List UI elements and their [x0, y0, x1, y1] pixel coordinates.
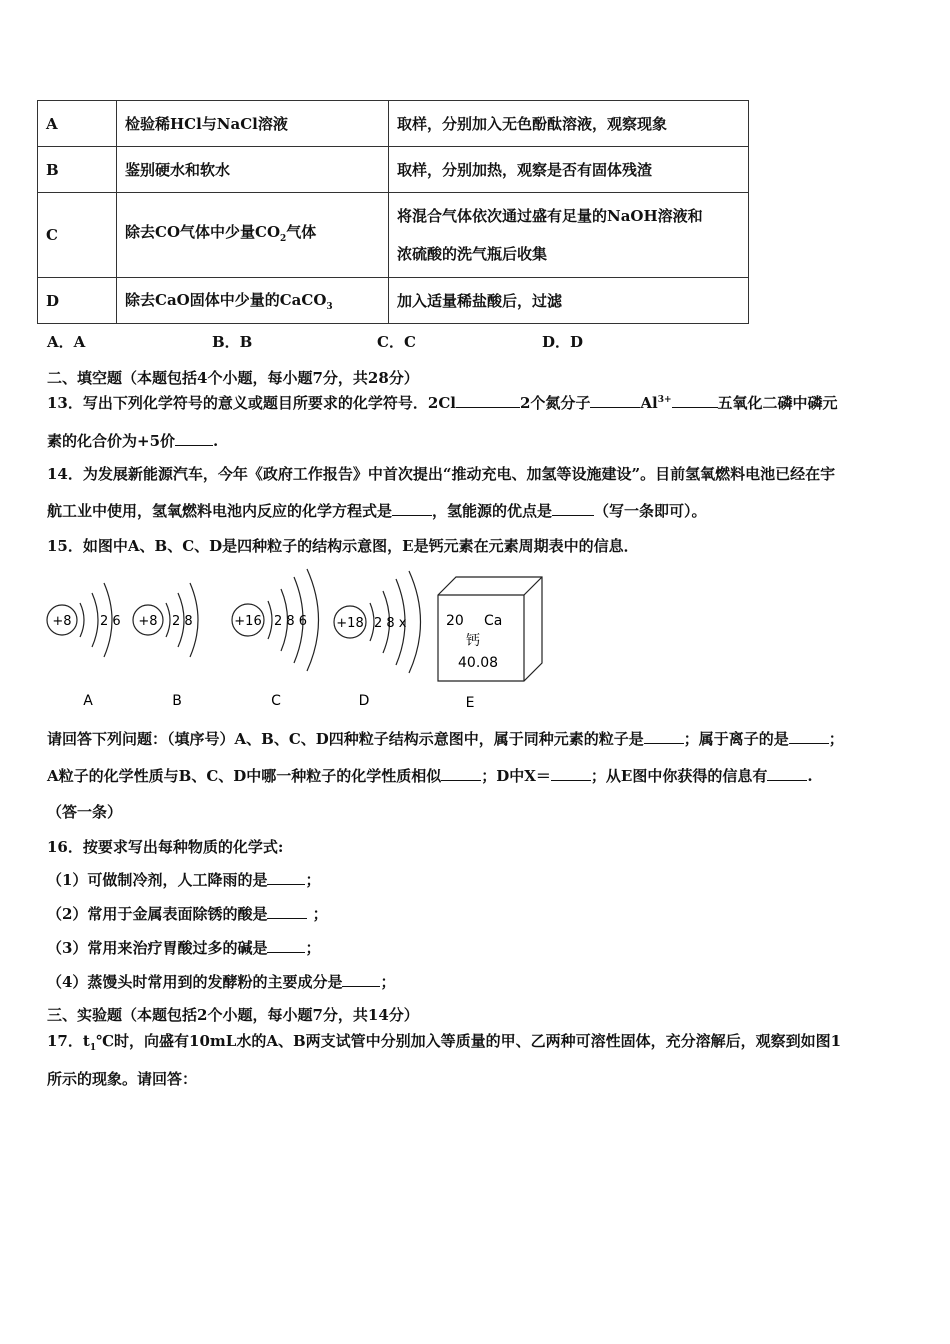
answer-blank[interactable]	[267, 870, 305, 885]
purpose-text: 除去CO气体中少量CO	[125, 222, 281, 241]
table-row	[38, 147, 749, 193]
q13-text: 素的化合价为+5价	[47, 432, 176, 450]
choice-c: C．C	[377, 333, 416, 351]
question-13-line-2	[47, 430, 218, 451]
atom-diagram-d	[334, 571, 421, 709]
q16-text: （4）蒸馒头时常用到的发酵粉的主要成分是	[47, 973, 343, 991]
answer-blank[interactable]	[551, 766, 591, 781]
q13-text: 13．写出下列化学符号的意义或题目所要求的化学符号．2Cl	[47, 394, 456, 412]
atomic-number: 20	[446, 613, 464, 629]
table-row	[38, 101, 749, 147]
q15-text: .	[807, 767, 813, 785]
option-label: C	[38, 193, 117, 278]
subscript: 3	[326, 302, 333, 312]
question-16-title: 16．按要求写出每种物质的化学式:	[47, 838, 284, 856]
q15-text: 请回答下列问题：（填序号）A、B、C、D四种粒子结构示意图中，属于同种元素的粒子是	[47, 730, 644, 748]
electron-shells: 2 6	[100, 614, 121, 629]
electron-shells: 2 8 6	[274, 614, 308, 629]
q13-text: 2个氮分子	[519, 394, 591, 412]
section-3-heading: 三、实验题（本题包括2个小题，每小题7分，共14分）	[47, 1006, 419, 1024]
superscript: 3+	[657, 395, 672, 405]
q16-text: （3）常用来治疗胃酸过多的碱是	[47, 939, 268, 957]
answer-blank[interactable]	[590, 393, 640, 408]
q14-text: 航工业中使用，氢氧燃料电池内反应的化学方程式是	[47, 502, 393, 520]
question-13-line-1	[47, 392, 838, 413]
answer-blank[interactable]	[441, 766, 481, 781]
question-15-line-3: （答一条）	[47, 803, 123, 821]
answer-blank[interactable]	[456, 393, 520, 408]
question-14-line-1: 14．为发展新能源汽车，今年《政府工作报告》中首次提出“推动充电、加氢等设施建设”。目前氢氧燃料电池已经在宇	[47, 465, 836, 483]
option-label: A	[38, 101, 117, 147]
q16-text: ；	[305, 871, 321, 889]
answer-blank[interactable]	[767, 766, 807, 781]
section-2-heading: 二、填空题（本题包括4个小题，每小题7分，共28分）	[47, 369, 419, 387]
question-17-line-2: 所示的现象。请回答：	[47, 1070, 198, 1088]
q15-text: ；D中X＝	[481, 767, 551, 785]
q14-text: ，氢能源的优点是	[432, 502, 553, 520]
diagram-label: B	[172, 693, 182, 709]
experiment-method: 加入适量稀盐酸后，过滤	[389, 278, 749, 324]
element-name: 钙	[466, 633, 480, 649]
q17-text: 17．t	[47, 1032, 90, 1050]
atom-diagram-a	[47, 583, 121, 709]
q16-text: ；	[380, 973, 396, 991]
purpose-text: 除去CaO固体中少量的CaCO	[125, 291, 327, 309]
question-17-line-1	[47, 1030, 841, 1053]
electron-shells: 2 8 x	[374, 616, 407, 631]
nucleus-charge: +8	[138, 614, 158, 629]
question-15-intro: 15．如图中A、B、C、D是四种粒子的结构示意图，E是钙元素在元素周期表中的信息．	[47, 537, 639, 555]
q16-text: ；	[307, 905, 328, 923]
method-line: 浓硫酸的洗气瓶后收集	[397, 245, 548, 263]
answer-blank[interactable]	[392, 501, 432, 516]
answer-blank[interactable]	[175, 431, 213, 446]
experiment-options-table	[37, 100, 749, 324]
purpose-text: 气体	[286, 222, 317, 241]
diagram-label: D	[358, 693, 370, 709]
nucleus-charge: +18	[336, 616, 364, 631]
experiment-method	[389, 193, 749, 278]
subscript: 1	[89, 1043, 97, 1053]
nucleus-charge: +8	[52, 614, 72, 629]
diagram-label: A	[83, 693, 93, 709]
method-line: 将混合气体依次通过盛有足量的NaOH溶液和	[397, 207, 703, 225]
atom-diagram-b	[133, 583, 198, 709]
answer-blank[interactable]	[267, 904, 307, 919]
answer-blank[interactable]	[267, 938, 305, 953]
q17-text: ℃时，向盛有10mL水的A、B两支试管中分别加入等质量的甲、乙两种可溶性固体，充分溶解后，观察到如图1	[96, 1032, 842, 1050]
atomic-mass: 40.08	[458, 655, 499, 671]
q15-text: ；从E图中你获得的信息有	[590, 767, 768, 785]
q13-text: 五氧化二磷中磷元	[717, 394, 838, 412]
question-15-line-2	[47, 765, 813, 786]
table-row	[38, 278, 749, 324]
choice-b: B．B	[212, 333, 253, 351]
answer-blank[interactable]	[552, 501, 594, 516]
choice-d: D．D	[542, 333, 584, 351]
question-16-item-3	[47, 937, 320, 958]
q15-text: ；属于离子的是	[683, 730, 789, 748]
nucleus-charge: +16	[234, 614, 262, 629]
question-16-item-2	[47, 903, 328, 924]
q15-text: ；	[828, 730, 844, 748]
q16-text: ；	[305, 939, 321, 957]
q14-text: （写一条即可）。	[594, 502, 707, 520]
q16-text: （1）可做制冷剂，人工降雨的是	[47, 871, 268, 889]
periodic-table-cell-e	[438, 577, 542, 711]
answer-blank[interactable]	[672, 393, 718, 408]
experiment-method: 取样，分别加热，观察是否有固体残渣	[389, 147, 749, 193]
answer-blank[interactable]	[644, 729, 684, 744]
table-row	[38, 193, 749, 278]
choice-a: A．A	[47, 333, 86, 351]
q13-text: .	[213, 432, 219, 450]
electron-shells: 2 8	[172, 614, 193, 629]
diagram-label: E	[465, 695, 475, 711]
experiment-purpose: 鉴别硬水和软水	[117, 147, 389, 193]
question-16-item-4	[47, 971, 395, 992]
experiment-purpose	[117, 193, 389, 278]
q13-text: Al	[640, 394, 658, 412]
answer-blank[interactable]	[789, 729, 829, 744]
experiment-purpose: 检验稀HCl与NaCl溶液	[117, 101, 389, 147]
particle-structure-diagrams	[40, 565, 560, 715]
subscript: 2	[280, 233, 287, 244]
question-14-line-2	[47, 500, 707, 521]
diagram-label: C	[271, 693, 281, 709]
question-15-line-1	[47, 728, 844, 749]
option-label: D	[38, 278, 117, 324]
answer-blank[interactable]	[342, 972, 380, 987]
question-16-item-1	[47, 869, 320, 890]
option-label: B	[38, 147, 117, 193]
element-symbol: Ca	[484, 613, 503, 629]
experiment-purpose	[117, 278, 389, 324]
experiment-method: 取样，分别加入无色酚酞溶液，观察现象	[389, 101, 749, 147]
atom-diagram-c	[232, 569, 319, 709]
q16-text: （2）常用于金属表面除锈的酸是	[47, 905, 268, 923]
q15-text: A粒子的化学性质与B、C、D中哪一种粒子的化学性质相似	[47, 767, 442, 785]
